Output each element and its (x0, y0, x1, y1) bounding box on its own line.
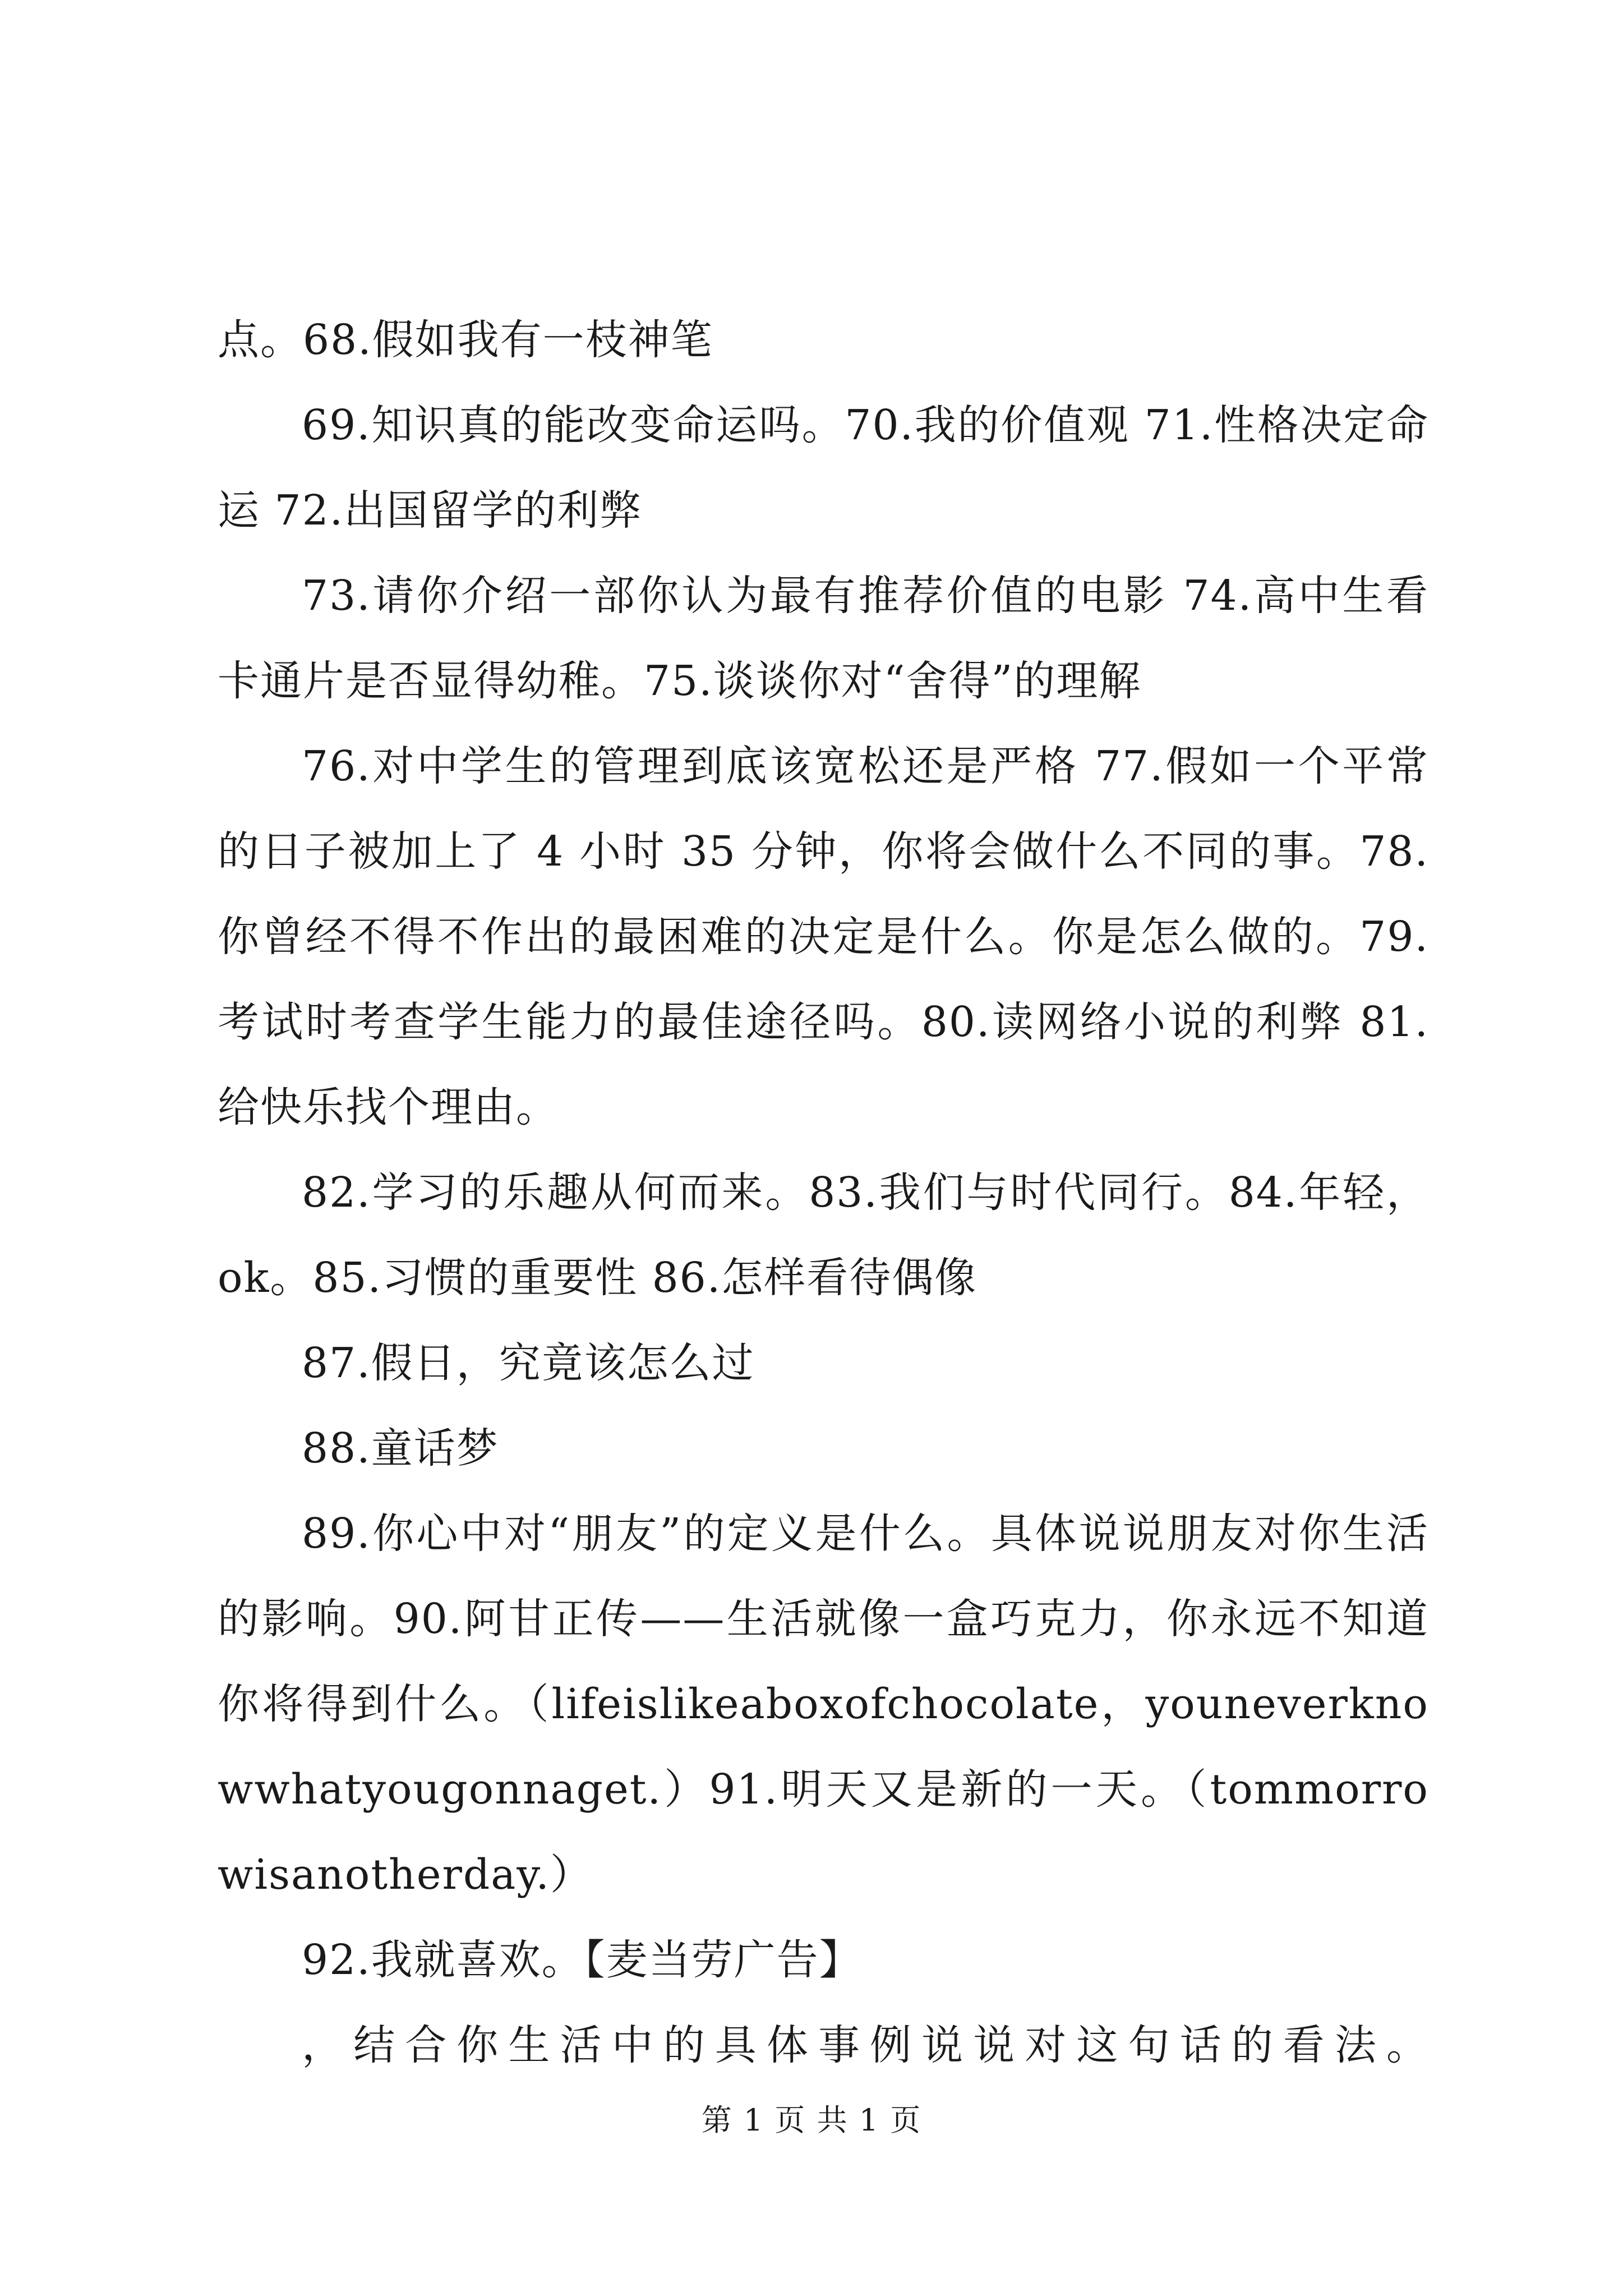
paragraph-5: 82.学习的乐趣从何而来。83.我们与时代同行。84.年轻，ok。85.习惯的重要性 86.怎样看待偶像 (218, 1168, 1429, 1302)
paragraph-4: 76.对中学生的管理到底该宽松还是严格 77.假如一个平常的日子被加上了 4 小时 35 分钟，你将会做什么不同的事。78.你曾经不得不作出的最困难的决定是什么。你是怎么做的。79.考试时考查学生能力的最佳途径吗。80.读网络小说的利弊 81.给快乐找个理由。 (218, 742, 1429, 1131)
paragraph-10: ，结合你生活中的具体事例说说对这句话的看法。 (302, 2021, 1429, 2069)
paragraph-8: 89.你心中对“朋友”的定义是什么。具体说说朋友对你生活的影响。90.阿甘正传——生活就像一盒巧克力，你永远不知道你将得到什么。（lifeislikeaboxofchocolate，youneverknowwhatyougonnaget.）91.明天又是新的一天。（tommorrowisanotherday.） (218, 1510, 1429, 1899)
paragraph-2: 69.知识真的能改变命运吗。70.我的价值观 71.性格决定命运 72.出国留学的利弊 (218, 401, 1429, 535)
paragraph-1: 点。68.假如我有一枝神笔 (218, 316, 713, 364)
paragraph-3: 73.请你介绍一部你认为最有推荐价值的电影 74.高中生看卡通片是否显得幼稚。75.谈谈你对“舍得”的理解 (218, 572, 1429, 705)
page-footer: 第 1 页 共 1 页 (701, 2102, 922, 2138)
paragraph-7: 88.童话梦 (302, 1424, 499, 1473)
paragraph-9: 92.我就喜欢。【麦当劳广告】 (302, 1936, 862, 1984)
paragraph-6: 87.假日，究竟该怎么过 (302, 1339, 755, 1387)
document-body (218, 297, 1429, 2088)
